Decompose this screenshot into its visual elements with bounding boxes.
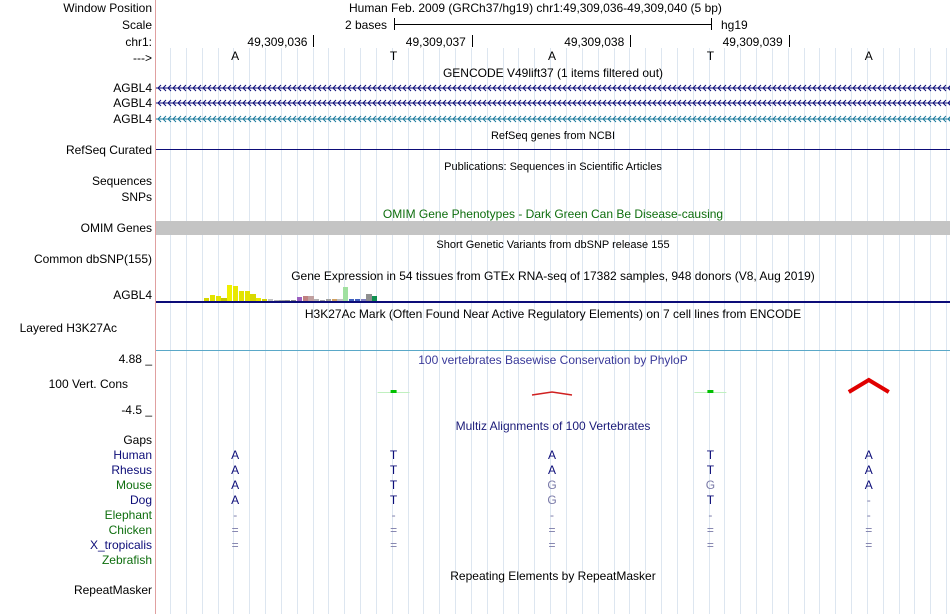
alignment-base: = xyxy=(231,523,239,537)
alignment-base: - xyxy=(708,508,713,522)
species-label[interactable]: Zebrafish xyxy=(101,553,152,567)
alignment-base: G xyxy=(705,478,716,492)
conservation-mark xyxy=(391,390,397,393)
scale-label: Scale xyxy=(121,18,152,32)
gtex-tissue-bar[interactable] xyxy=(245,291,250,301)
publications-title[interactable]: Publications: Sequences in Scientific Articles xyxy=(444,161,662,173)
ruler-position: 49,309,037 xyxy=(405,35,466,49)
omim-title[interactable]: OMIM Gene Phenotypes - Dark Green Can Be Disease-causing xyxy=(382,207,724,221)
h3k27ac-label[interactable]: Layered H3K27Ac xyxy=(19,321,117,335)
ruler-position: 49,309,039 xyxy=(722,35,783,49)
conservation-label[interactable]: 100 Vert. Cons xyxy=(48,377,128,391)
species-label[interactable]: Mouse xyxy=(115,478,152,492)
h3k27ac-baseline xyxy=(156,350,950,351)
alignment-base: - xyxy=(866,493,871,507)
alignment-base: - xyxy=(550,508,554,522)
repeatmasker-label[interactable]: RepeatMasker xyxy=(73,583,152,597)
gtex-label[interactable]: AGBL4 xyxy=(113,288,152,302)
gencode-label-1[interactable]: AGBL4 xyxy=(113,81,152,95)
alignment-base: G xyxy=(547,493,557,507)
ruler-position: 49,309,036 xyxy=(247,35,308,49)
alignment-base: A xyxy=(547,448,556,462)
gtex-tissue-bar[interactable] xyxy=(343,287,348,301)
alignment-base: A xyxy=(231,463,240,477)
species-label[interactable]: Elephant xyxy=(104,508,152,522)
omim-gene-block[interactable] xyxy=(156,221,950,235)
omim-label[interactable]: OMIM Genes xyxy=(80,221,152,235)
track-labels xyxy=(0,0,155,614)
alignment-base: - xyxy=(233,508,238,522)
repeatmasker-title[interactable]: Repeating Elements by RepeatMasker xyxy=(450,569,656,583)
conservation-mark xyxy=(707,390,713,393)
alignment-base: - xyxy=(866,508,871,522)
alignment-base: A xyxy=(864,463,873,477)
reference-base: A xyxy=(547,49,556,63)
gtex-tissue-bar[interactable] xyxy=(366,294,371,301)
h3k27ac-title[interactable]: H3K27Ac Mark (Often Found Near Active Regulatory Elements) on 7 cell lines from ENCODE xyxy=(304,307,802,321)
chrom-label: chr1: xyxy=(125,35,152,49)
reference-base: T xyxy=(706,49,715,63)
alignment-base: = xyxy=(390,538,398,552)
alignment-base: A xyxy=(864,478,873,492)
species-label[interactable]: Human xyxy=(113,448,152,462)
snps-label[interactable]: SNPs xyxy=(121,190,152,204)
cons-ymin-label: -4.5 _ xyxy=(121,403,152,417)
ruler-tick xyxy=(789,35,790,47)
species-label[interactable]: Dog xyxy=(129,493,152,507)
gtex-title[interactable]: Gene Expression in 54 tissues from GTEx RNA-seq of 17382 samples, 948 donors (V8, Aug 2019) xyxy=(291,269,815,283)
ruler-position: 49,309,038 xyxy=(564,35,625,49)
gencode-gene-2[interactable] xyxy=(156,99,950,107)
conservation-peak xyxy=(849,380,889,392)
ruler-tick xyxy=(472,35,473,47)
gtex-gene-line xyxy=(156,301,950,303)
refseq-title[interactable]: RefSeq genes from NCBI xyxy=(490,130,616,142)
alignment-base: G xyxy=(547,478,557,492)
conservation-plot[interactable] xyxy=(156,366,950,410)
scale-db: hg19 xyxy=(721,18,748,32)
species-label[interactable]: X_tropicalis xyxy=(89,538,152,552)
alignment-base: = xyxy=(548,538,556,552)
alignment-base: - xyxy=(391,508,396,522)
alignment-base: A xyxy=(231,493,240,507)
sequences-label[interactable]: Sequences xyxy=(91,174,152,188)
ruler-tick xyxy=(313,35,314,47)
gtex-tissue-bar[interactable] xyxy=(239,291,244,301)
gtex-tissue-bar[interactable] xyxy=(233,286,238,301)
refseq-gene-line[interactable] xyxy=(156,149,950,150)
alignment-base: T xyxy=(706,493,715,507)
multiz-title[interactable]: Multiz Alignments of 100 Vertebrates xyxy=(455,419,651,433)
alignment-base: = xyxy=(390,523,398,537)
alignment-base: = xyxy=(706,538,714,552)
dbsnp-label[interactable]: Common dbSNP(155) xyxy=(33,252,152,266)
alignment-base: = xyxy=(548,523,556,537)
window-position-label: Window Position xyxy=(63,1,152,15)
alignment-base: T xyxy=(706,448,715,462)
reference-base: T xyxy=(389,49,398,63)
gaps-label[interactable]: Gaps xyxy=(123,433,152,447)
alignment-base: = xyxy=(865,538,873,552)
alignment-base: T xyxy=(389,478,398,492)
gtex-tissue-bar[interactable] xyxy=(250,294,255,301)
gtex-barchart[interactable] xyxy=(156,284,950,301)
gencode-label-3[interactable]: AGBL4 xyxy=(113,112,152,126)
species-label[interactable]: Rhesus xyxy=(111,463,152,477)
gencode-gene-1[interactable] xyxy=(156,84,950,92)
strand-label: ---> xyxy=(133,51,152,65)
gencode-gene-3[interactable] xyxy=(156,115,950,123)
refseq-label[interactable]: RefSeq Curated xyxy=(65,143,152,157)
conservation-title[interactable]: 100 vertebrates Basewise Conservation by PhyloP xyxy=(418,353,688,367)
alignment-base: A xyxy=(231,478,240,492)
cons-ymax-label: 4.88 _ xyxy=(118,352,152,366)
scale-bar-right-tick xyxy=(711,18,712,30)
alignment-base: = xyxy=(231,538,239,552)
alignment-base: T xyxy=(389,493,398,507)
ruler-tick xyxy=(630,35,631,47)
alignment-base: A xyxy=(231,448,240,462)
window-position-value: Human Feb. 2009 (GRCh37/hg19) chr1:49,309,036-49,309,040 (5 bp) xyxy=(349,1,722,15)
alignment-base: T xyxy=(706,463,715,477)
reference-base: A xyxy=(231,49,240,63)
alignment-base: A xyxy=(864,448,873,462)
gencode-label-2[interactable]: AGBL4 xyxy=(113,96,152,110)
dbsnp-title[interactable]: Short Genetic Variants from dbSNP release 155 xyxy=(436,239,670,251)
conservation-dip xyxy=(532,392,572,395)
scale-value: 2 bases xyxy=(345,18,388,32)
alignment-base: A xyxy=(547,463,556,477)
reference-base: A xyxy=(864,49,873,63)
alignment-base: = xyxy=(706,523,714,537)
gtex-tissue-bar[interactable] xyxy=(227,285,232,301)
species-label[interactable]: Chicken xyxy=(108,523,152,537)
alignment-base: T xyxy=(389,463,398,477)
alignment-base: = xyxy=(865,523,873,537)
scale-bar xyxy=(395,24,711,25)
alignment-base: T xyxy=(389,448,398,462)
gencode-title[interactable]: GENCODE V49lift37 (1 items filtered out) xyxy=(442,66,664,80)
